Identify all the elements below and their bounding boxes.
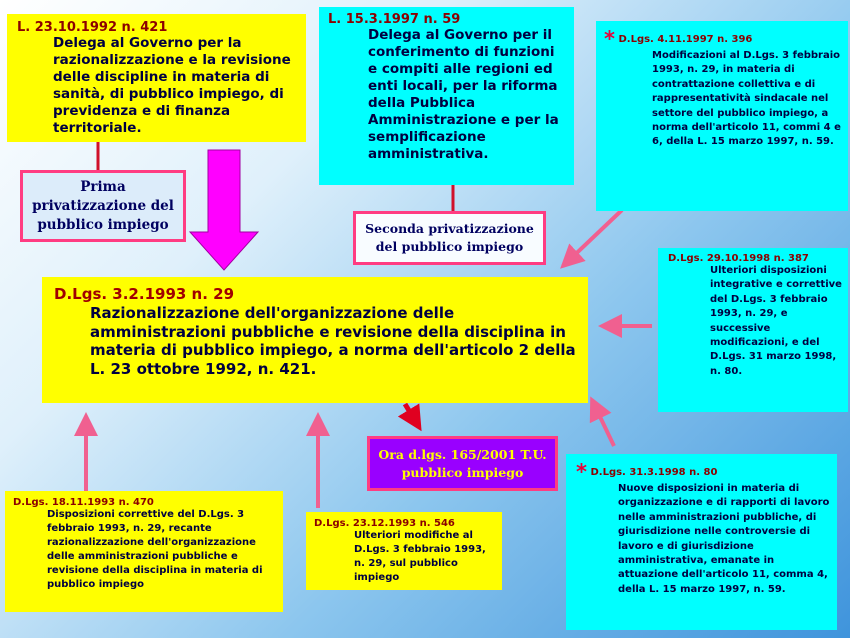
box-text: Modificazioni al D.Lgs. 3 febbraio 1993, n. 29, in materia di contrattazione collettiva e di rappresentatività sindacale nel settore del pubblico impiego, a norma dell'articolo 11, commi 4 e 6, della L. 15 marzo 1997, n. 59. [652, 50, 841, 148]
label-text: Ora d.lgs. 165/2001 T.U. pubblico impiego [378, 446, 547, 480]
label-second-privatization [353, 211, 546, 265]
box-title-text: D.Lgs. 31.3.1998 n. 80 [590, 467, 718, 478]
box-title: L. 23.10.1992 n. 421 [17, 20, 168, 35]
box-dlgs-1997-396 [596, 21, 848, 211]
box-text: Razionalizzazione dell'organizzazione delle amministrazioni pubbliche e revisione della disciplina in materia di pubblico impiego, a norma dell'articolo 2 della L. 23 ottobre 1992, n. 421. [90, 304, 576, 378]
arrow-from-396 [563, 210, 622, 266]
label-now-testo-unico [367, 436, 558, 491]
box-text: Delega al Governo per il conferimento di funzioni e compiti alle regioni ed enti locali, per la riforma della Pubblica Amministrazione e per la semplificazione amministrativa. [368, 27, 559, 162]
box-text: Delega al Governo per la razionalizzazione e la revisione delle discipline in materia di sanità, di pubblico impiego, di previdenza e di finanza territoriale. [53, 35, 291, 136]
arrow-from-80 [592, 400, 614, 446]
box-law-1992-421 [7, 14, 306, 142]
label-text: Seconda privatizzazione del pubblico impiego [365, 221, 534, 254]
box-title: D.Lgs. 23.12.1993 n. 546 [314, 518, 455, 529]
box-text: Ulteriori disposizioni integrative e correttive del D.Lgs. 3 febbraio 1993, n. 29, e successive modificazioni, e del D.Lgs. 31 marzo 1998, n. 80. [710, 265, 842, 377]
box-dlgs-1998-387 [658, 248, 848, 412]
label-text: Prima privatizzazione del pubblico impiego [32, 178, 174, 233]
box-title: D.Lgs. 29.10.1998 n. 387 [668, 253, 809, 264]
box-title: D.Lgs. 18.11.1993 n. 470 [13, 497, 154, 508]
box-law-1997-59 [319, 7, 574, 185]
box-text: Ulteriori modifiche al D.Lgs. 3 febbraio 1993, n. 29, sul pubblico impiego [354, 530, 486, 583]
label-first-privatization [20, 170, 186, 242]
box-title-text: D.Lgs. 4.11.1997 n. 396 [618, 34, 753, 45]
box-title [576, 456, 831, 484]
arrow-to-now-label [405, 404, 419, 427]
big-down-arrow-icon [190, 150, 258, 270]
box-text: Disposizioni correttive del D.Lgs. 3 febbraio 1993, n. 29, recante razionalizzazione dell'organizzazione delle amministrazioni pubbliche e revisione della disciplina in materia di pubblico impiego [47, 509, 263, 590]
box-dlgs-1993-470 [5, 491, 283, 612]
box-text: Nuove disposizioni in materia di organizzazione e di rapporti di lavoro nelle amministrazioni pubbliche, di giurisdizione nelle controversie di lavoro e di giurisdizione amministrativa, emanate in attuazione dell'articolo 11, comma 4, della L. 15 marzo 1997, n. 59. [618, 483, 830, 595]
box-title: L. 15.3.1997 n. 59 [328, 12, 461, 27]
star-icon: * [604, 27, 615, 51]
box-dlgs-1993-546 [306, 512, 502, 590]
box-title [604, 23, 842, 51]
box-dlgs-1993-29 [42, 277, 588, 403]
star-icon: * [576, 460, 587, 484]
box-dlgs-1998-80 [566, 454, 837, 630]
box-title: D.Lgs. 3.2.1993 n. 29 [54, 285, 235, 303]
